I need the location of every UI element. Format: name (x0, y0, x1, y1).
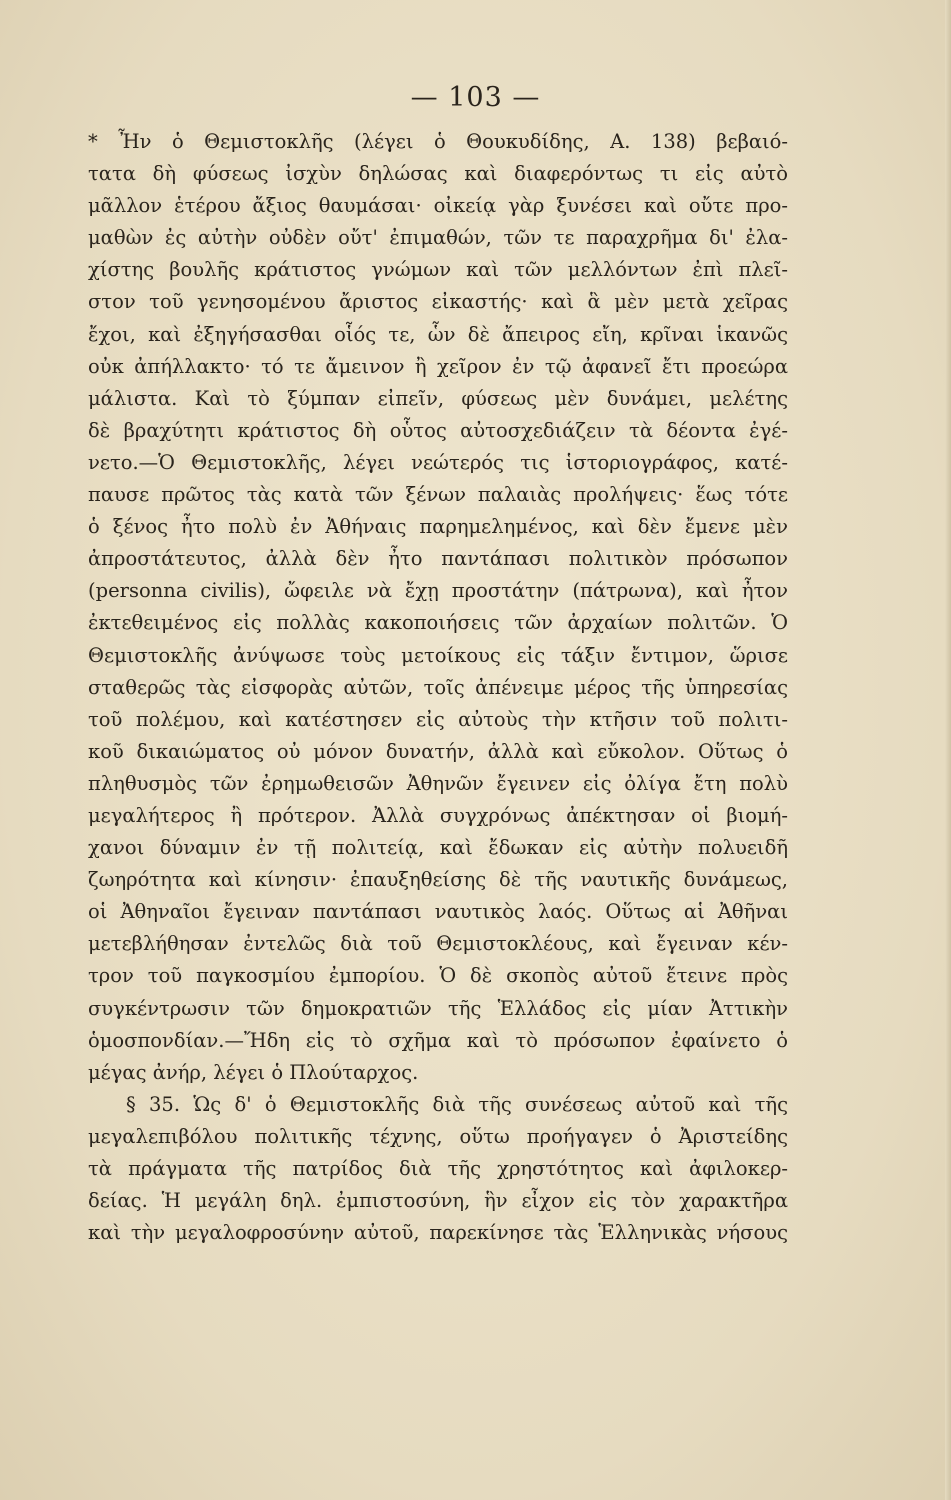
text-line: μεγαλήτερος ἢ πρότερον. Ἀλλὰ συγχρόνως ἀπέκτησαν οἱ βιομή- (88, 803, 788, 827)
text-line: οἱ Ἀθηναῖοι ἔγειναν παντάπασι ναυτικὸς λαός. Οὕτως αἱ Ἀθῆναι (88, 900, 788, 924)
text-line: κοῦ δικαιώματος οὐ μόνον δυνατήν, ἀλλὰ καὶ εὔκολον. Οὕτως ὁ (88, 739, 788, 763)
text-line: Θεμιστοκλῆς ἀνύψωσε τοὺς μετοίκους εἰς τάξιν ἔντιμον, ὥρισε (88, 643, 788, 667)
text-line: νετο.—Ὁ Θεμιστοκλῆς, λέγει νεώτερός τις ἱστοριογράφος, κατέ- (88, 450, 788, 474)
text-line: τρον τοῦ παγκοσμίου ἐμπορίου. Ὁ δὲ σκοπὸς αὐτοῦ ἔτεινε πρὸς (88, 964, 788, 988)
text-line: ἔχοι, καὶ ἐξηγήσασθαι οἷός τε, ὧν δὲ ἄπειρος εἴη, κρῖναι ἱκανῶς (88, 322, 788, 346)
text-line: πληθυσμὸς τῶν ἐρημωθεισῶν Ἀθηνῶν ἔγεινεν εἰς ὀλίγα ἔτη πολὺ (88, 771, 788, 795)
text-line: χίστης βουλῆς κράτιστος γνώμων καὶ τῶν μελλόντων ἐπὶ πλεῖ- (88, 258, 788, 282)
text-line: μαθὼν ἐς αὐτὴν οὐδὲν οὔτ' ἐπιμαθών, τῶν τε παραχρῆμα δι' ἐλα- (88, 226, 788, 250)
text-line: μᾶλλον ἑτέρου ἄξιος θαυμάσαι· οἰκείᾳ γὰρ ξυνέσει καὶ οὔτε προ- (88, 194, 788, 218)
body-text (88, 126, 788, 1249)
text-line: σταθερῶς τὰς εἰσφορὰς αὐτῶν, τοῖς ἀπένειμε μέρος τῆς ὑπηρεσίας (88, 675, 788, 699)
text-line: ἀπροστάτευτος, ἀλλὰ δὲν ἦτο παντάπασι πολιτικὸν πρόσωπον (88, 547, 788, 571)
text-line: μάλιστα. Καὶ τὸ ξύμπαν εἰπεῖν, φύσεως μὲν δυνάμει, μελέτης (88, 386, 788, 410)
text-line: τοῦ πολέμου, καὶ κατέστησεν εἰς αὐτοὺς τὴν κτῆσιν τοῦ πολιτι- (88, 707, 788, 731)
text-line: μέγας ἀνήρ, λέγει ὁ Πλούταρχος. (88, 1060, 419, 1084)
text-line: δείας. Ἡ μεγάλη δηλ. ἐμπιστοσύνη, ἣν εἶχον εἰς τὸν χαρακτῆρα (88, 1189, 788, 1213)
text-line: παυσε πρῶτος τὰς κατὰ τῶν ξένων παλαιὰς προλήψεις· ἕως τότε (88, 483, 788, 507)
text-line: συγκέντρωσιν τῶν δημοκρατιῶν τῆς Ἑλλάδος εἰς μίαν Ἀττικὴν (88, 996, 788, 1020)
text-line: τατα δὴ φύσεως ἰσχὺν δηλώσας καὶ διαφερόντως τι εἰς αὐτὸ (88, 162, 788, 186)
text-line: ὁμοσπονδίαν.—Ἤδη εἰς τὸ σχῆμα καὶ τὸ πρόσωπον ἐφαίνετο ὁ (88, 1028, 788, 1052)
text-line: (personna civilis), ὤφειλε νὰ ἔχῃ προστάτην (πάτρωνα), καὶ ἦτον (88, 579, 788, 603)
text-line: ἐκτεθειμένος εἰς πολλὰς κακοποιήσεις τῶν ἀρχαίων πολιτῶν. Ὁ (88, 611, 788, 635)
section-35-first-line: § 35. Ὡς δ' ὁ Θεμιστοκλῆς διὰ τῆς συνέσεως αὐτοῦ καὶ τῆς (126, 1092, 788, 1116)
page-number: — 103 — (410, 82, 541, 113)
page-edge (945, 0, 951, 1500)
text-line: καὶ τὴν μεγαλοφροσύνην αὐτοῦ, παρεκίνησε τὰς Ἑλληνικὰς νήσους (88, 1221, 788, 1245)
text-line: μετεβλήθησαν ἐντελῶς διὰ τοῦ Θεμιστοκλέους, καὶ ἔγειναν κέν- (88, 932, 788, 956)
text-line: ὁ ξένος ἦτο πολὺ ἐν Ἀθήναις παρημελημένος, καὶ δὲν ἔμενε μὲν (88, 515, 788, 539)
text-line: τὰ πράγματα τῆς πατρίδος διὰ τῆς χρηστότητος καὶ ἀφιλοκερ- (88, 1157, 788, 1180)
text-line: μεγαλεπιβόλου πολιτικῆς τέχνης, οὕτω προήγαγεν ὁ Ἀριστείδης (88, 1124, 788, 1148)
text-line: ζωηρότητα καὶ κίνησιν· ἐπαυξηθείσης δὲ τῆς ναυτικῆς δυνάμεως, (88, 868, 788, 892)
text-line: στον τοῦ γενησομένου ἄριστος εἰκαστής· καὶ ἃ μὲν μετὰ χεῖρας (88, 290, 788, 314)
text-line: χανοι δύναμιν ἐν τῇ πολιτείᾳ, καὶ ἔδωκαν εἰς αὐτὴν πολυειδῆ (88, 836, 788, 860)
text-line: δὲ βραχύτητι κράτιστος δὴ οὗτος αὐτοσχεδιάζειν τὰ δέοντα ἐγέ- (88, 418, 788, 442)
text-line: οὐκ ἀπήλλακτο· τό τε ἄμεινον ἢ χεῖρον ἐν τῷ ἀφανεῖ ἔτι προεώρα (88, 354, 788, 378)
text-line: * Ἦν ὁ Θεμιστοκλῆς (λέγει ὁ Θουκυδίδης, Α. 138) βεβαιό- (88, 130, 788, 153)
